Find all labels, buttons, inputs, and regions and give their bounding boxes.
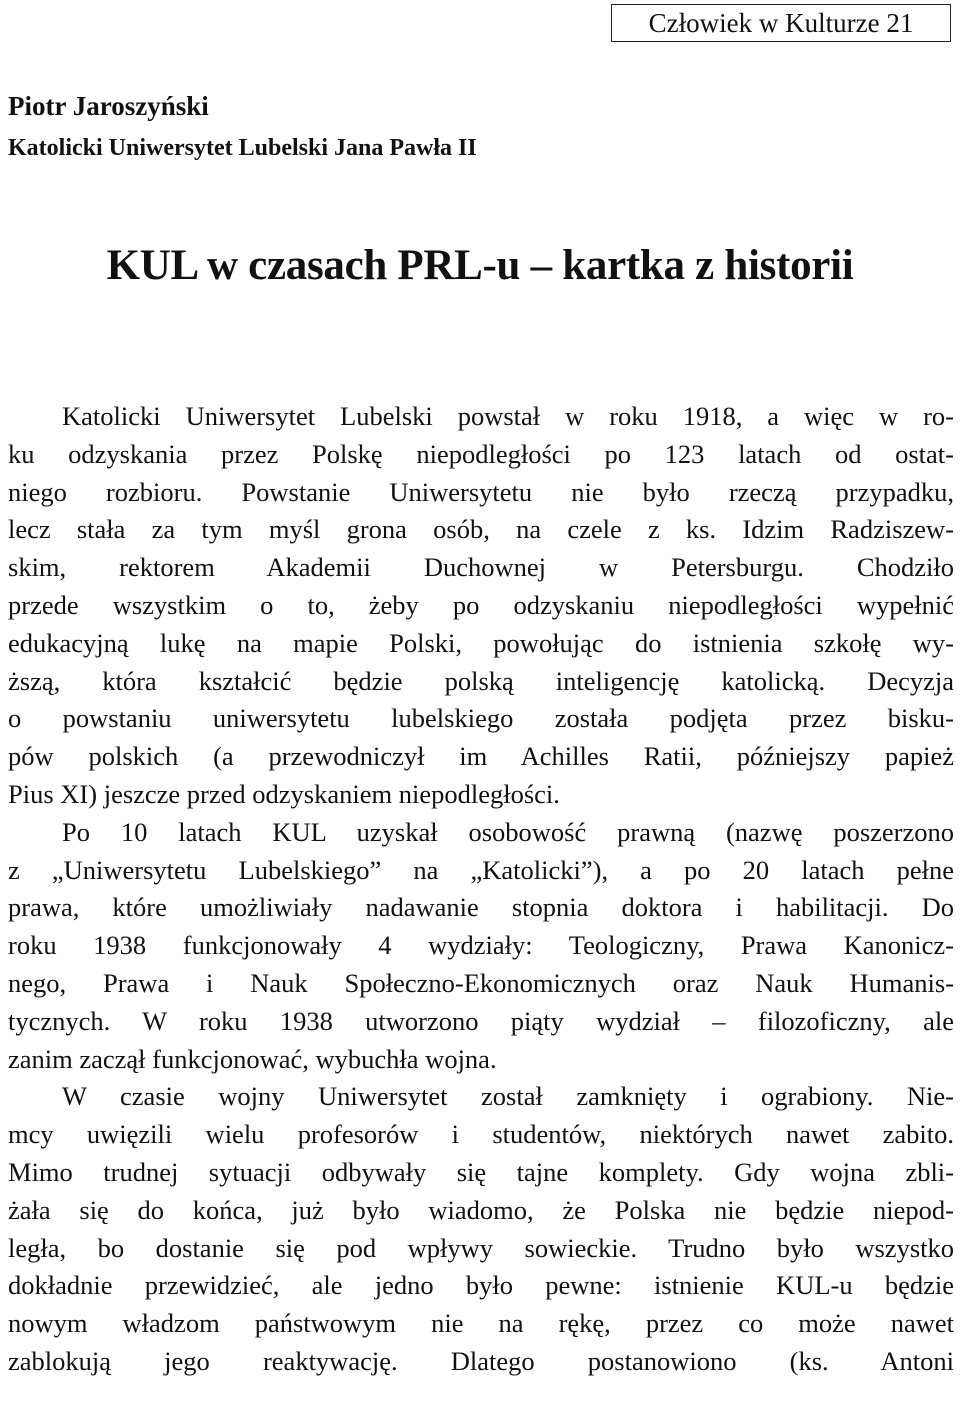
body-line: o powstaniu uniwersytetu lubelskiego została podjęta przez bisku- (8, 703, 954, 734)
body-line: Mimo trudnej sytuacji odbywały się tajne komplety. Gdy wojna zbli- (8, 1156, 954, 1187)
body-line: żała się do końca, już było wiadomo, że Polska nie będzie niepod- (8, 1194, 954, 1225)
journal-issue-box: Człowiek w Kulturze 21 (611, 4, 951, 42)
body-line: Pius XI) jeszcze przed odzyskaniem niepodległości. (8, 778, 560, 809)
author-name: Piotr Jaroszyński (8, 91, 209, 121)
body-line: tycznych. W roku 1938 utworzono piąty wydział – filozoficzny, ale (8, 1005, 954, 1036)
article-body (8, 398, 954, 1381)
body-line: W czasie wojny Uniwersytet został zamknięty i ograbiony. Nie- (62, 1081, 954, 1112)
body-line: roku 1938 funkcjonowały 4 wydziały: Teologiczny, Prawa Kanonicz- (8, 930, 954, 961)
body-line: nowym władzom państwowym nie na rękę, przez co może nawet (8, 1308, 954, 1339)
body-line: skim, rektorem Akademii Duchownej w Petersburgu. Chodziło (8, 552, 954, 583)
body-line: ższą, która kształcić będzie polską inteligencję katolicką. Decyzja (8, 665, 954, 696)
body-line: prawa, które umożliwiały nadawanie stopnia doktora i habilitacji. Do (8, 892, 954, 923)
body-line: mcy uwięzili wielu profesorów i studentów, niektórych nawet zabito. (8, 1119, 954, 1150)
body-line: ku odzyskania przez Polskę niepodległości po 123 latach od ostat- (8, 438, 954, 469)
body-line: zablokują jego reaktywację. Dlatego postanowiono (ks. Antoni (8, 1345, 954, 1376)
article-title: KUL w czasach PRL-u – kartka z historii (106, 242, 854, 289)
body-line: z „Uniwersytetu Lubelskiego” na „Katolicki”), a po 20 latach pełne (8, 854, 954, 885)
body-line: niego rozbioru. Powstanie Uniwersytetu nie było rzeczą przypadku, (8, 476, 954, 507)
body-line: nego, Prawa i Nauk Społeczno-Ekonomicznych oraz Nauk Humanis- (8, 967, 954, 998)
body-line: pów polskich (a przewodniczył im Achilles Ratii, późniejszy papież (8, 741, 954, 772)
body-line: dokładnie przewidzieć, ale jedno było pewne: istnienie KUL-u będzie (8, 1270, 954, 1301)
body-line: zanim zaczął funkcjonować, wybuchła wojna. (8, 1043, 497, 1074)
author-affiliation: Katolicki Uniwersytet Lubelski Jana Pawła II (8, 135, 477, 161)
body-line: lecz stała za tym myśl grona osób, na czele z ks. Idzim Radziszew- (8, 514, 954, 545)
body-line: przede wszystkim o to, żeby po odzyskaniu niepodległości wypełnić (8, 589, 954, 620)
body-line: Katolicki Uniwersytet Lubelski powstał w roku 1918, a więc w ro- (62, 401, 954, 431)
body-line: legła, bo dostanie się pod wpływy sowieckie. Trudno było wszystko (8, 1232, 954, 1263)
body-line: edukacyjną lukę na mapie Polski, powołując do istnienia szkołę wy- (8, 627, 954, 658)
body-line: Po 10 latach KUL uzyskał osobowość prawną (nazwę poszerzono (62, 816, 954, 847)
